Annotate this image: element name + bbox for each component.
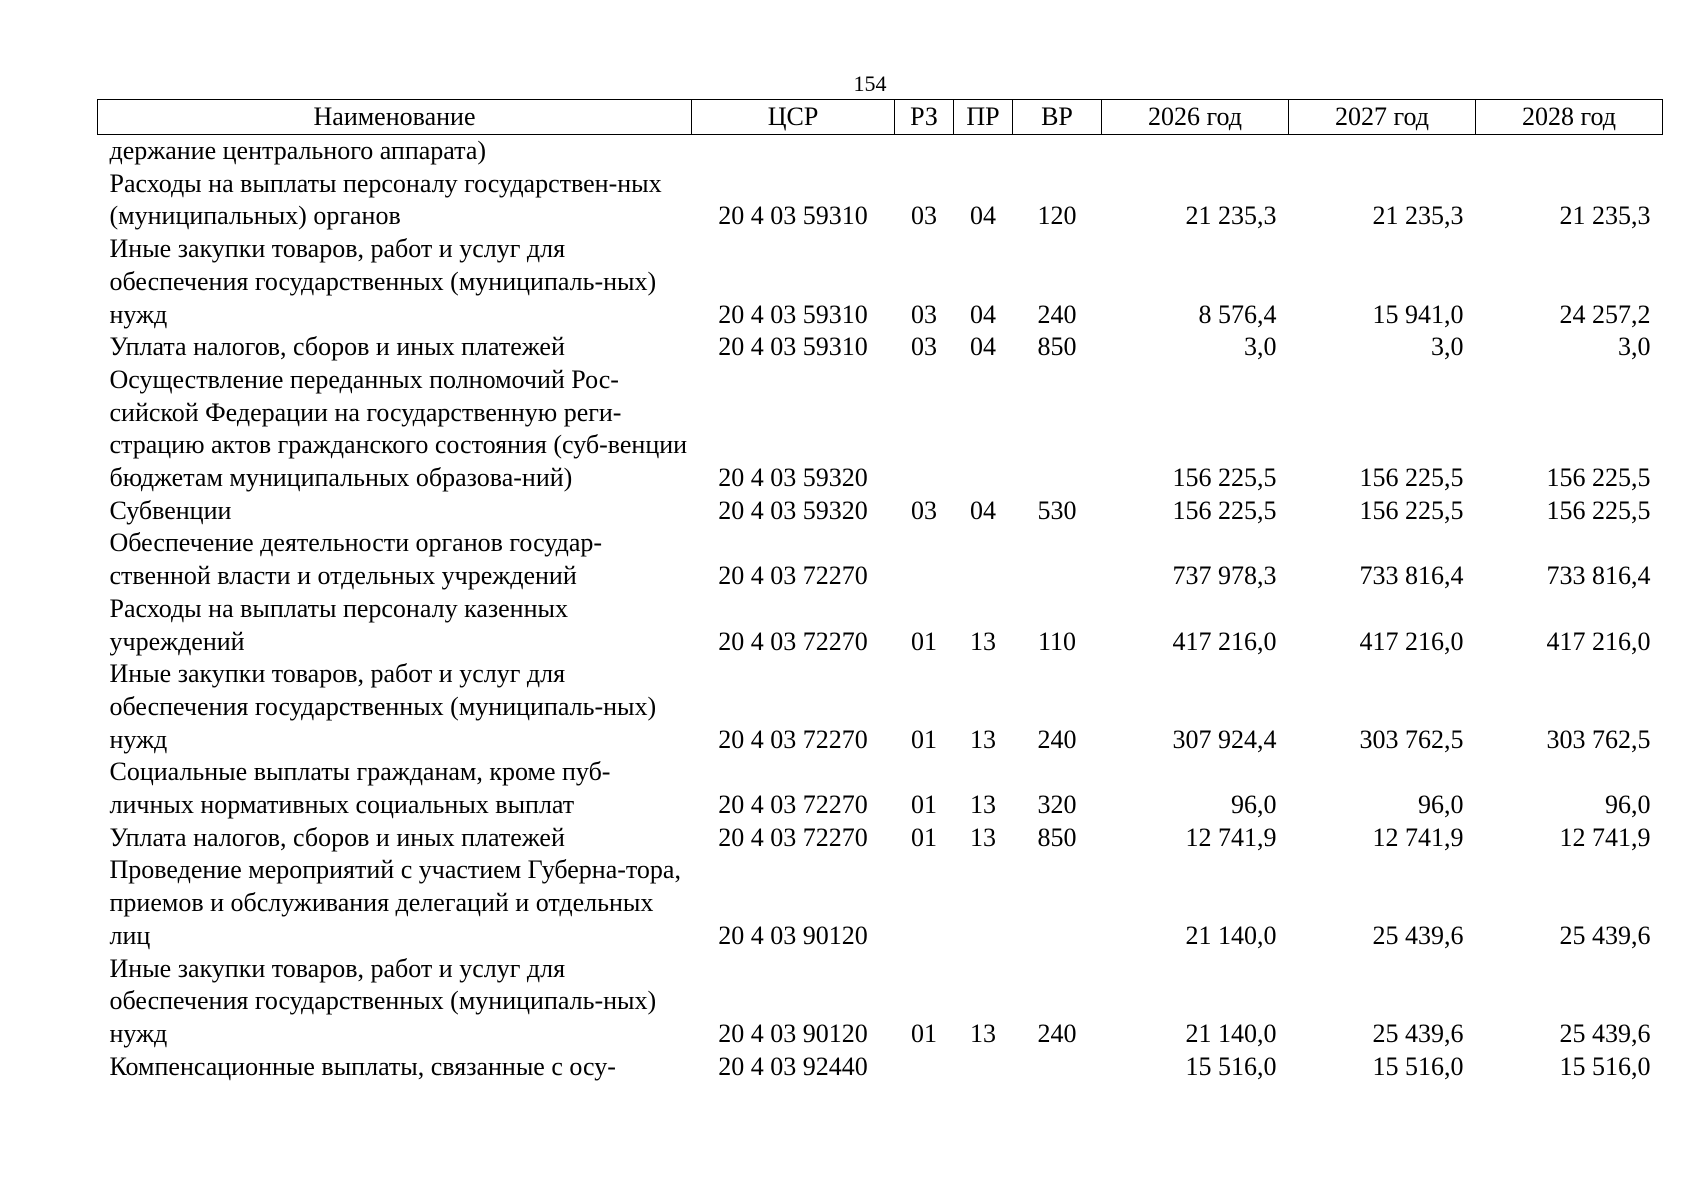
row-pr: 13 <box>970 626 996 656</box>
row-rz: 01 <box>911 626 937 656</box>
row-csr: 20 4 03 59310 <box>718 299 868 329</box>
row-csr: 20 4 03 59320 <box>718 463 868 493</box>
row-pr: 13 <box>970 724 996 754</box>
row-pr <box>954 854 1013 952</box>
row-name: Расходы на выплаты персоналу государствен-ных (муниципальных) органов <box>109 168 662 231</box>
row-pr: 04 <box>970 299 996 329</box>
row-2027: 733 816,4 <box>1359 561 1464 591</box>
row-2027: 25 439,6 <box>1372 920 1464 950</box>
row-2028: 12 741,9 <box>1559 822 1651 852</box>
row-name: Осуществление переданных полномочий Рос-сийской Федерации на государственную реги-страцию актов гражданского состояния (суб-венции бюджетам муниципальных образова-ний) <box>109 364 688 493</box>
row-2026: 21 235,3 <box>1185 201 1277 231</box>
row-vr: 240 <box>1037 299 1077 329</box>
row-2028: 3,0 <box>1618 332 1651 362</box>
row-2026: 3,0 <box>1244 332 1277 362</box>
row-2028: 417 216,0 <box>1546 626 1651 656</box>
row-name: Социальные выплаты гражданам, кроме пуб-личных нормативных социальных выплат <box>109 757 611 820</box>
row-2026: 156 225,5 <box>1172 463 1277 493</box>
row-csr: 20 4 03 59320 <box>718 495 868 525</box>
row-2028: 25 439,6 <box>1559 1018 1651 1048</box>
table-row <box>98 854 1663 952</box>
row-2027: 96,0 <box>1418 790 1464 820</box>
row-csr: 20 4 03 72270 <box>718 561 868 591</box>
row-vr: 850 <box>1037 332 1077 362</box>
row-rz <box>895 854 954 952</box>
row-2026: 737 978,3 <box>1172 561 1277 591</box>
row-vr: 240 <box>1037 1018 1077 1048</box>
table-body <box>98 135 1663 1084</box>
row-2028: 21 235,3 <box>1559 201 1651 231</box>
row-2028: 733 816,4 <box>1546 561 1651 591</box>
row-pr: 04 <box>970 495 996 525</box>
row-rz: 03 <box>911 332 937 362</box>
row-rz: 03 <box>911 299 937 329</box>
row-rz <box>895 527 954 592</box>
row-pr: 13 <box>970 790 996 820</box>
table-row <box>98 495 1663 528</box>
row-name: Иные закупки товаров, работ и услуг для обеспечения государственных (муниципаль-ных) нужд <box>109 234 657 329</box>
row-csr: 20 4 03 59310 <box>718 201 868 231</box>
row-vr: 240 <box>1037 724 1077 754</box>
row-2026: 12 741,9 <box>1185 822 1277 852</box>
row-rz: 03 <box>911 201 937 231</box>
table-row <box>98 756 1663 821</box>
row-csr: 20 4 03 72270 <box>718 724 868 754</box>
row-pr <box>954 527 1013 592</box>
row-csr: 20 4 03 92440 <box>718 1051 868 1081</box>
row-pr: 04 <box>970 201 996 231</box>
row-pr <box>954 364 1013 495</box>
table-row <box>98 527 1663 592</box>
row-vr <box>1013 1051 1102 1084</box>
row-2026: 15 516,0 <box>1185 1051 1277 1081</box>
row-name: держание центрального аппарата) <box>109 136 487 165</box>
row-csr: 20 4 03 90120 <box>718 1018 868 1048</box>
row-vr: 110 <box>1037 626 1077 656</box>
row-2028: 25 439,6 <box>1559 920 1651 950</box>
row-name: Проведение мероприятий с участием Губерна-тора, приемов и обслуживания делегаций и отдельных лиц <box>109 855 681 950</box>
row-2028 <box>1476 135 1663 168</box>
row-name: Обеспечение деятельности органов государ-ственной власти и отдельных учреждений <box>109 528 603 591</box>
table-row <box>98 168 1663 233</box>
row-csr: 20 4 03 72270 <box>718 626 868 656</box>
table-row <box>98 331 1663 364</box>
row-vr <box>1013 135 1102 168</box>
row-vr <box>1013 854 1102 952</box>
row-2027: 21 235,3 <box>1372 201 1464 231</box>
row-csr: 20 4 03 59310 <box>718 332 868 362</box>
row-name: Иные закупки товаров, работ и услуг для обеспечения государственных (муниципаль-ных) нужд <box>109 659 657 754</box>
row-2027: 15 516,0 <box>1372 1051 1464 1081</box>
row-rz: 01 <box>911 1018 937 1048</box>
table-row <box>98 135 1663 168</box>
row-2027: 3,0 <box>1431 332 1464 362</box>
row-pr <box>954 1051 1013 1084</box>
header-pr: ПР <box>954 100 1013 135</box>
row-rz <box>895 364 954 495</box>
header-row <box>98 100 1663 135</box>
row-2026 <box>1102 135 1289 168</box>
row-2026: 8 576,4 <box>1198 299 1277 329</box>
row-vr: 850 <box>1037 822 1077 852</box>
row-name: Компенсационные выплаты, связанные с осу- <box>109 1051 616 1081</box>
table-row <box>98 233 1663 331</box>
page-number: 154 <box>853 71 887 96</box>
row-2027 <box>1289 135 1476 168</box>
row-pr: 13 <box>970 1018 996 1048</box>
row-2028: 156 225,5 <box>1546 495 1651 525</box>
row-name: Иные закупки товаров, работ и услуг для обеспечения государственных (муниципаль-ных) нужд <box>109 953 657 1048</box>
row-2026: 417 216,0 <box>1172 626 1277 656</box>
row-2027: 303 762,5 <box>1359 724 1464 754</box>
header-rz: РЗ <box>895 100 954 135</box>
row-rz <box>895 1051 954 1084</box>
table-row <box>98 593 1663 658</box>
row-2028: 303 762,5 <box>1546 724 1651 754</box>
header-name: Наименование <box>98 100 692 135</box>
row-2026: 96,0 <box>1231 790 1277 820</box>
row-vr: 320 <box>1037 790 1077 820</box>
row-2026: 21 140,0 <box>1185 1018 1277 1048</box>
row-2027: 156 225,5 <box>1359 463 1464 493</box>
row-2027: 156 225,5 <box>1359 495 1464 525</box>
row-pr <box>954 135 1013 168</box>
table-row <box>98 364 1663 495</box>
table-row <box>98 658 1663 756</box>
row-csr: 20 4 03 90120 <box>718 920 868 950</box>
row-vr <box>1013 364 1102 495</box>
row-vr <box>1013 527 1102 592</box>
table-row <box>98 1051 1663 1084</box>
row-rz: 01 <box>911 790 937 820</box>
header-2028: 2028 год <box>1476 100 1663 135</box>
row-pr: 04 <box>970 332 996 362</box>
row-2026: 156 225,5 <box>1172 495 1277 525</box>
row-rz: 01 <box>911 724 937 754</box>
row-name: Уплата налогов, сборов и иных платежей <box>109 332 565 362</box>
row-2027: 12 741,9 <box>1372 822 1464 852</box>
row-name: Субвенции <box>109 495 232 525</box>
row-name: Уплата налогов, сборов и иных платежей <box>109 822 565 852</box>
header-csr: ЦСР <box>692 100 895 135</box>
row-pr: 13 <box>970 822 996 852</box>
header-vr: ВР <box>1013 100 1102 135</box>
row-rz: 01 <box>911 822 937 852</box>
row-vr: 120 <box>1037 201 1077 231</box>
table-row <box>98 953 1663 1051</box>
table-header <box>98 100 1663 135</box>
table-row <box>98 822 1663 855</box>
row-csr: 20 4 03 72270 <box>718 822 868 852</box>
row-2027: 417 216,0 <box>1359 626 1464 656</box>
row-name: Расходы на выплаты персоналу казенных учреждений <box>109 593 568 656</box>
row-csr <box>692 135 895 168</box>
row-2027: 25 439,6 <box>1372 1018 1464 1048</box>
row-csr: 20 4 03 72270 <box>718 790 868 820</box>
row-2026: 307 924,4 <box>1172 724 1277 754</box>
row-2028: 96,0 <box>1605 790 1651 820</box>
row-rz: 03 <box>911 495 937 525</box>
row-2028: 15 516,0 <box>1559 1051 1651 1081</box>
header-2026: 2026 год <box>1102 100 1289 135</box>
row-vr: 530 <box>1037 495 1077 525</box>
row-2028: 24 257,2 <box>1559 299 1651 329</box>
row-2027: 15 941,0 <box>1372 299 1464 329</box>
row-rz <box>895 135 954 168</box>
row-2028: 156 225,5 <box>1546 463 1651 493</box>
row-2026: 21 140,0 <box>1185 920 1277 950</box>
budget-table <box>97 99 1663 1083</box>
header-2027: 2027 год <box>1289 100 1476 135</box>
